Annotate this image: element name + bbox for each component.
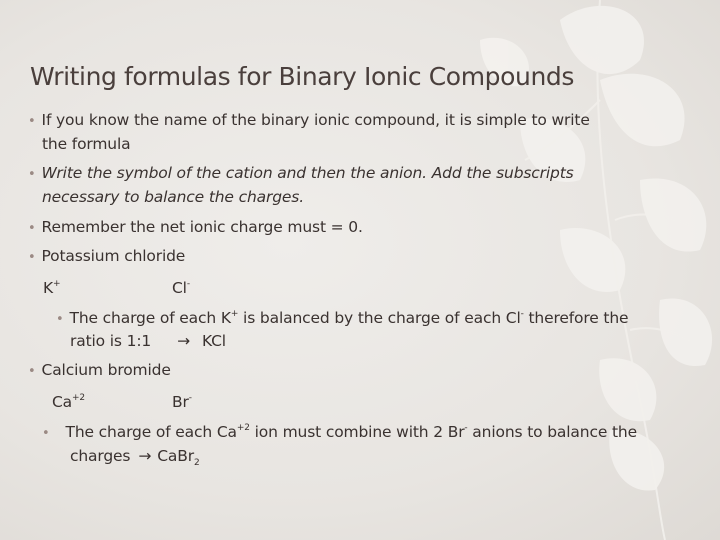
- slide-title: Writing formulas for Binary Ionic Compounds: [30, 62, 575, 91]
- sub-charge-2: -: [520, 309, 524, 319]
- bullet-4: [28, 246, 185, 268]
- ratio-text: ratio is 1:1: [70, 332, 152, 350]
- anion-symbol: Br: [172, 393, 189, 411]
- bullet-5-text: Calcium bromide: [41, 361, 171, 379]
- arrow-icon: →: [177, 332, 190, 350]
- bullet-2: [28, 163, 574, 185]
- bullet-4-text: Potassium chloride: [41, 247, 186, 265]
- bullet-glyph: •: [28, 364, 36, 379]
- cation-charge: +2: [72, 393, 85, 403]
- sub-text-3: therefore the: [523, 309, 629, 327]
- bullet-5-sub: [42, 422, 637, 444]
- bromide-anion: [172, 392, 192, 412]
- bullet-glyph: •: [28, 114, 36, 129]
- bullet-5: [28, 360, 171, 382]
- sub-text-1: The charge of each Ca: [65, 423, 237, 441]
- bullet-1: [28, 110, 590, 132]
- bullet-1-line-1: If you know the name of the binary ionic compound, it is simple to write: [41, 111, 590, 129]
- bullet-3-text: Remember the net ionic charge must = 0.: [41, 218, 363, 236]
- anion-charge: -: [186, 279, 190, 289]
- sub-text-2: is balanced by the charge of each Cl: [238, 309, 521, 327]
- bullet-2-line-1: Write the symbol of the cation and then the anion. Add the subscripts: [41, 164, 574, 182]
- formula-subscript: 2: [193, 458, 200, 468]
- potassium-cation: [43, 278, 60, 298]
- charges-text: charges: [70, 447, 131, 465]
- anion-charge: -: [188, 393, 192, 403]
- sub-text-1: The charge of each K: [69, 309, 231, 327]
- cation-charge: +: [53, 279, 61, 289]
- bullet-glyph: •: [28, 221, 36, 236]
- formula-base: CaBr: [157, 447, 194, 465]
- sub-text-2: ion must combine with 2 Br: [249, 423, 465, 441]
- bullet-glyph: •: [42, 426, 50, 441]
- bullet-4-sub: [56, 308, 628, 330]
- bullet-2-continuation: [42, 187, 304, 207]
- cation-symbol: K: [43, 279, 54, 297]
- arrow-icon: →: [138, 447, 152, 465]
- formula-result: [157, 447, 200, 468]
- bullet-1-line-2: the formula: [42, 135, 131, 153]
- chloride-anion: [172, 278, 190, 298]
- sub-text-3: anions to balance the: [467, 423, 637, 441]
- bullet-1-continuation: [42, 134, 130, 154]
- bullet-2-line-2: necessary to balance the charges.: [42, 188, 304, 206]
- sub-charge-1: +2: [236, 423, 250, 433]
- formula-result: KCl: [201, 332, 226, 350]
- bullet-5-sub-continuation: [70, 446, 200, 466]
- bullet-glyph: •: [56, 312, 64, 327]
- bullet-4-sub-continuation: [70, 331, 226, 351]
- calcium-cation: [52, 392, 85, 412]
- bullet-3: [28, 217, 363, 239]
- sub-charge-2: -: [464, 423, 468, 433]
- bullet-glyph: •: [28, 250, 36, 265]
- anion-symbol: Cl: [172, 279, 187, 297]
- cation-symbol: Ca: [52, 393, 73, 411]
- sub-charge-1: +: [230, 309, 239, 319]
- bullet-glyph: •: [28, 167, 36, 182]
